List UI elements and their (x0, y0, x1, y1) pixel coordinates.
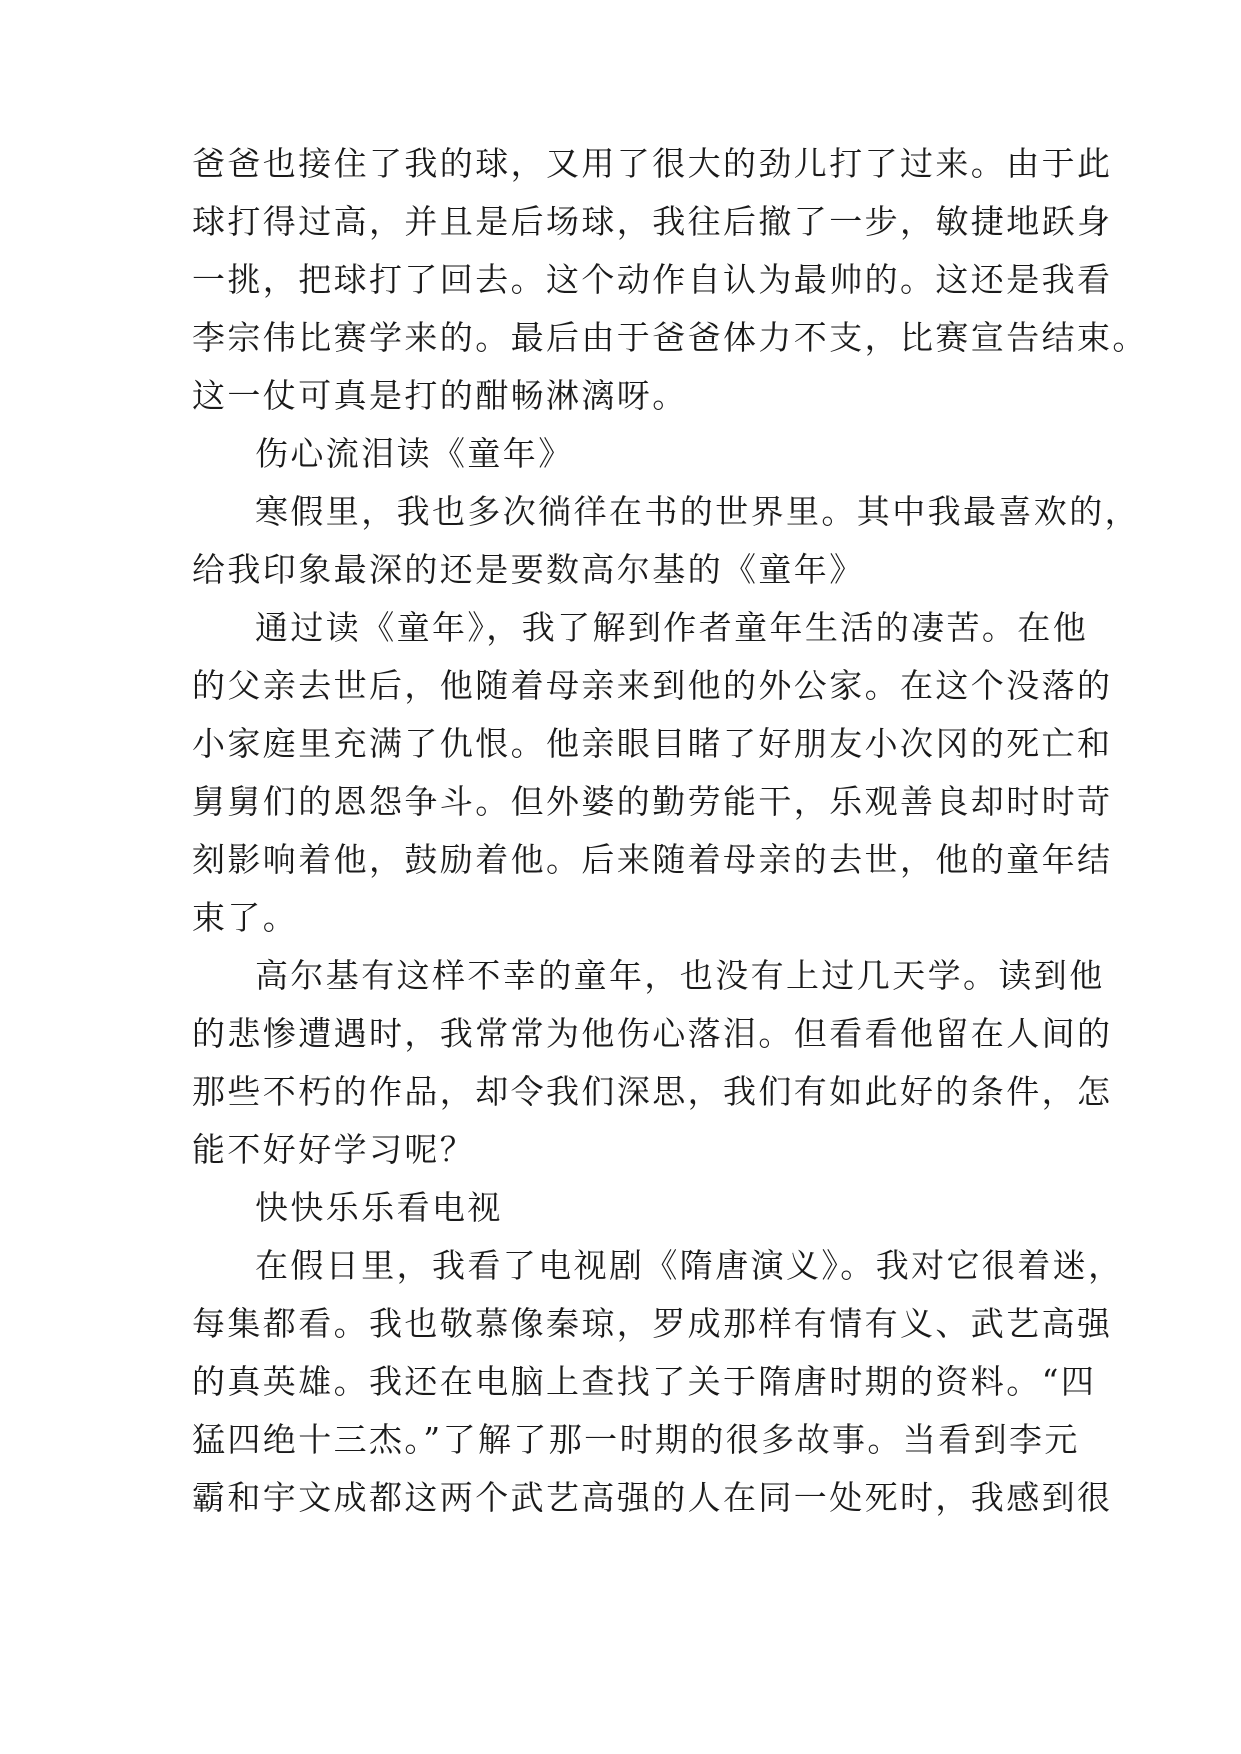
paragraph-line: 爸爸也接住了我的球，又用了很大的劲儿打了过来。由于此 (192, 144, 1113, 183)
paragraph-line: 霸和宇文成都这两个武艺高强的人在同一处死时，我感到很 (192, 1478, 1113, 1517)
paragraph-line: 寒假里，我也多次徜徉在书的世界里。其中我最喜欢的， (255, 492, 1140, 531)
paragraph-line: 在假日里，我看了电视剧《隋唐演义》。我对它很着迷， (255, 1246, 1124, 1285)
paragraph-line: 的真英雄。我还在电脑上查找了关于隋唐时期的资料。“四 (192, 1362, 1097, 1401)
paragraph-line: 的父亲去世后，他随着母亲来到他的外公家。在这个没落的 (192, 666, 1113, 705)
paragraph-line: 能不好好学习呢？ (192, 1130, 476, 1169)
paragraph-line: 每集都看。我也敬慕像秦琼，罗成那样有情有义、武艺高强 (192, 1304, 1113, 1343)
paragraph-line: 高尔基有这样不幸的童年，也没有上过几天学。读到他 (255, 956, 1105, 995)
section-heading: 伤心流泪读《童年》 (255, 434, 574, 473)
paragraph-line: 那些不朽的作品，却令我们深思，我们有如此好的条件，怎 (192, 1072, 1113, 1111)
paragraph-line: 球打得过高，并且是后场球，我往后撤了一步，敏捷地跃身 (192, 202, 1113, 241)
paragraph-line: 李宗伟比赛学来的。最后由于爸爸体力不支，比赛宣告结束。 (192, 318, 1148, 357)
paragraph-line: 刻影响着他，鼓励着他。后来随着母亲的去世，他的童年结 (192, 840, 1113, 879)
section-heading: 快快乐乐看电视 (255, 1188, 503, 1227)
paragraph-line: 给我印象最深的还是要数高尔基的《童年》 (192, 550, 865, 589)
paragraph-line: 小家庭里充满了仇恨。他亲眼目睹了好朋友小次冈的死亡和 (192, 724, 1113, 763)
paragraph-line: 通过读《童年》，我了解到作者童年生活的凄苦。在他 (255, 608, 1089, 647)
paragraph-line: 这一仗可真是打的酣畅淋漓呀。 (192, 376, 688, 415)
paragraph-line: 舅舅们的恩怨争斗。但外婆的勤劳能干，乐观善良却时时苛 (192, 782, 1113, 821)
paragraph-line: 猛四绝十三杰。”了解了那一时期的很多故事。当看到李元 (192, 1420, 1080, 1459)
paragraph-line: 束了。 (192, 898, 299, 937)
paragraph-line: 一挑，把球打了回去。这个动作自认为最帅的。这还是我看 (192, 260, 1113, 299)
paragraph-line: 的悲惨遭遇时，我常常为他伤心落泪。但看看他留在人间的 (192, 1014, 1113, 1053)
